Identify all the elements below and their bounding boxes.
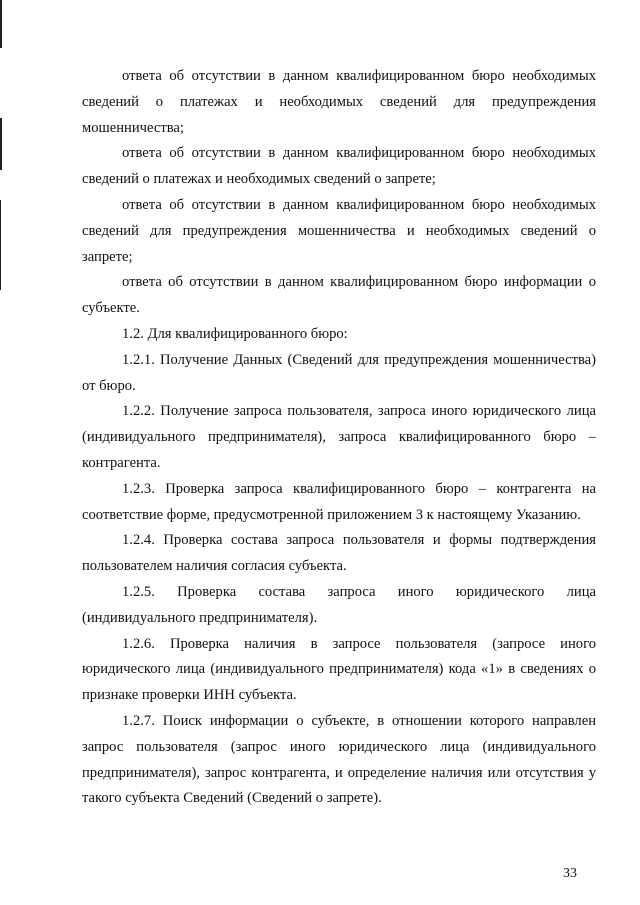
paragraph-response-no-subject-info: ответа об отсутствии в данном квалифицированном бюро информации о субъекте. <box>82 274 596 317</box>
paragraph-response-payments-fraud: ответа об отсутствии в данном квалифицированном бюро необходимых сведений о платежах и необходимых сведений для предупреждения мошенничества; <box>82 68 596 136</box>
item-1-2-6: 1.2.6. Проверка наличия в запросе пользователя (запросе иного юридического лица (индивидуального предпринимателя) кода «1» в сведениях о признаке проверки ИНН субъекта. <box>82 635 596 704</box>
scan-edge-mark <box>0 118 2 170</box>
item-1-2-4: 1.2.4. Проверка состава запроса пользователя и формы подтверждения пользователем наличия согласия субъекта. <box>82 532 596 575</box>
paragraph-response-payments-ban: ответа об отсутствии в данном квалифицированном бюро необходимых сведений о платежах и необходимых сведений о запрете; <box>82 145 596 188</box>
page-number: 33 <box>563 866 577 881</box>
scan-edge-mark <box>0 0 2 48</box>
item-1-2-1: 1.2.1. Получение Данных (Сведений для предупреждения мошенничества) от бюро. <box>82 351 596 394</box>
paragraph-response-fraud-ban: ответа об отсутствии в данном квалифицированном бюро необходимых сведений для предупреждения мошенничества и необходимых сведений о запрете; <box>82 196 596 265</box>
section-heading-1-2: 1.2. Для квалифицированного бюро: <box>122 325 348 342</box>
scan-edge-mark <box>0 200 1 290</box>
item-1-2-2: 1.2.2. Получение запроса пользователя, запроса иного юридического лица (индивидуального предпринимателя), запроса квалифицированного бюро – контрагента. <box>82 403 596 471</box>
item-1-2-5: 1.2.5. Проверка состава запроса иного юридического лица (индивидуального предпринимателя). <box>82 583 596 626</box>
document-body <box>82 64 596 812</box>
item-1-2-3: 1.2.3. Проверка запроса квалифицированного бюро – контрагента на соответствие форме, предусмотренной приложением 3 к настоящему Указанию. <box>82 480 596 523</box>
item-1-2-7: 1.2.7. Поиск информации о субъекте, в отношении которого направлен запрос пользователя (запрос иного юридического лица (индивидуального предпринимателя), запрос контрагента, и определение наличия или отсутствия у такого субъекта Сведений (Сведений о запрете). <box>82 712 596 807</box>
